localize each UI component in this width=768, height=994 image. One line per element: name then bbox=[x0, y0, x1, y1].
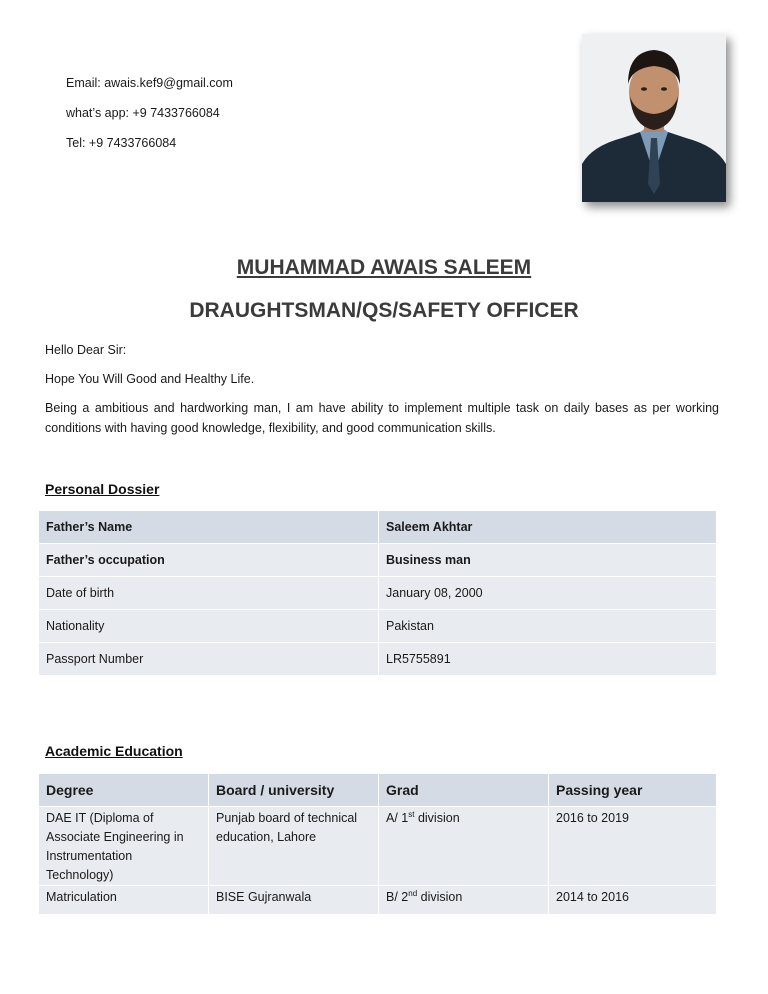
table-row bbox=[39, 544, 717, 577]
dossier-label: Passport Number bbox=[39, 643, 379, 676]
grade-cell bbox=[379, 886, 549, 915]
grade-text: B/ 2 bbox=[386, 890, 409, 904]
greeting-text: Hello Dear Sir: bbox=[45, 343, 127, 357]
dossier-value: Saleem Akhtar bbox=[379, 511, 717, 544]
year-cell: 2016 to 2019 bbox=[549, 807, 717, 886]
year-cell: 2014 to 2016 bbox=[549, 886, 717, 915]
column-header-board: Board / university bbox=[209, 774, 379, 807]
board-cell: BISE Gujranwala bbox=[209, 886, 379, 915]
applicant-name: MUHAMMAD AWAIS SALEEM bbox=[236, 256, 532, 279]
dossier-label: Father’s occupation bbox=[39, 544, 379, 577]
degree-cell: DAE IT (Diploma of Associate Engineering in Instrumentation Technology) bbox=[39, 807, 209, 886]
table-row bbox=[39, 610, 717, 643]
grade-ordinal: st bbox=[408, 809, 415, 819]
table-row bbox=[39, 807, 717, 886]
personal-dossier-title: Personal Dossier bbox=[45, 481, 160, 497]
degree-cell: Matriculation bbox=[39, 886, 209, 915]
contact-block bbox=[66, 74, 233, 164]
academic-education-title: Academic Education bbox=[45, 743, 183, 759]
grade-suffix: division bbox=[414, 811, 460, 825]
grade-suffix: division bbox=[417, 890, 463, 904]
board-cell: Punjab board of technical education, Lahore bbox=[209, 807, 379, 886]
profile-photo bbox=[582, 34, 726, 202]
intro-paragraph: Being a ambitious and hardworking man, I am have ability to implement multiple task on daily bases as per working conditions with having good knowledge, flexibility, and good communication skills. bbox=[45, 401, 719, 435]
table-row bbox=[39, 886, 717, 915]
academic-education-table bbox=[38, 773, 717, 915]
table-row bbox=[39, 577, 717, 610]
table-row bbox=[39, 643, 717, 676]
personal-dossier-table bbox=[38, 510, 717, 676]
table-header-row bbox=[39, 774, 717, 807]
column-header-year: Passing year bbox=[549, 774, 717, 807]
grade-ordinal: nd bbox=[408, 888, 418, 898]
dossier-value: Pakistan bbox=[379, 610, 717, 643]
dossier-label: Nationality bbox=[39, 610, 379, 643]
grade-cell bbox=[379, 807, 549, 886]
dossier-label: Father’s Name bbox=[39, 511, 379, 544]
dossier-value: LR5755891 bbox=[379, 643, 717, 676]
telephone-text: Tel: +9 7433766084 bbox=[66, 136, 177, 150]
column-header-degree: Degree bbox=[39, 774, 209, 807]
grade-text: A/ 1 bbox=[386, 811, 409, 825]
dossier-label: Date of birth bbox=[39, 577, 379, 610]
wish-text: Hope You Will Good and Healthy Life. bbox=[45, 372, 255, 386]
applicant-role: DRAUGHTSMAN/QS/SAFETY OFFICER bbox=[189, 299, 579, 322]
whatsapp-text: what’s app: +9 7433766084 bbox=[66, 106, 220, 120]
dossier-value: January 08, 2000 bbox=[379, 577, 717, 610]
column-header-grade: Grad bbox=[379, 774, 549, 807]
email-text: Email: awais.kef9@gmail.com bbox=[66, 76, 233, 90]
dossier-value: Business man bbox=[379, 544, 717, 577]
table-row bbox=[39, 511, 717, 544]
